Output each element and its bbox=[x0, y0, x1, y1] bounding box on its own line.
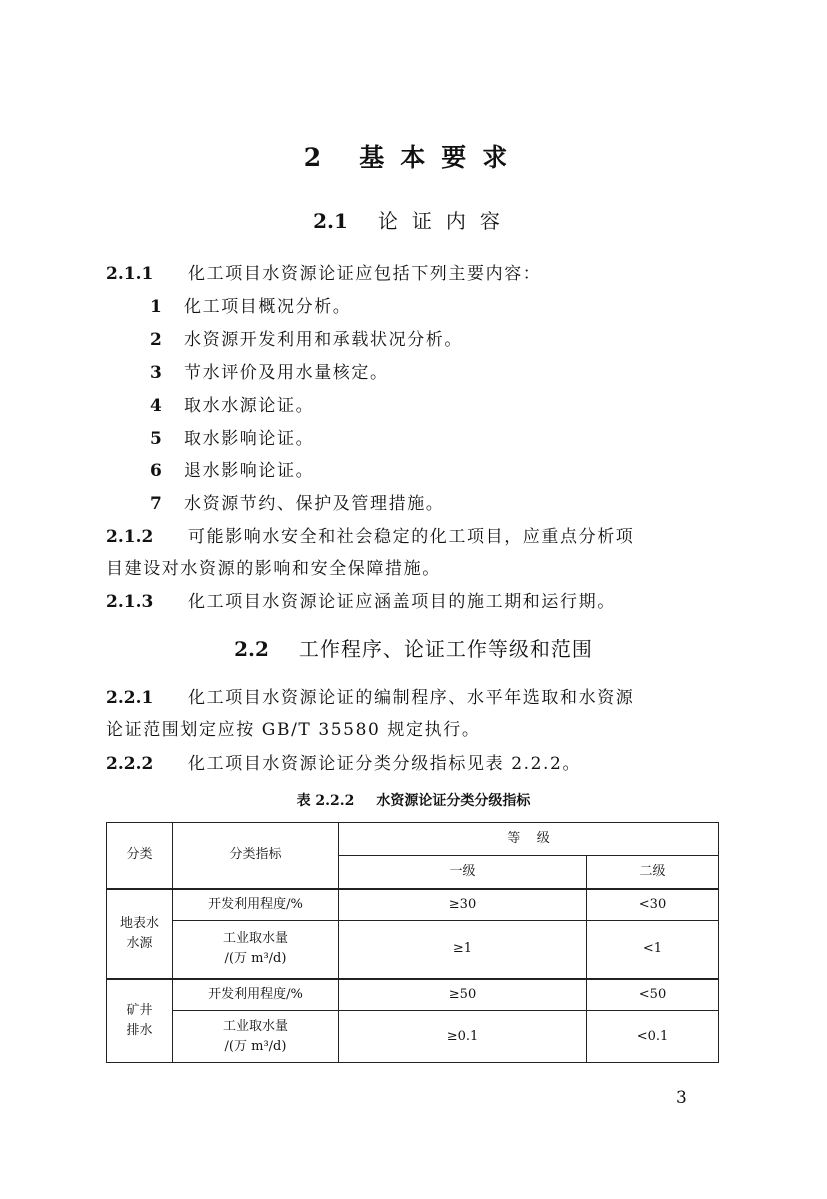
list-item bbox=[150, 489, 444, 514]
table-row bbox=[107, 889, 719, 921]
chapter-title: 基本要求 bbox=[359, 143, 524, 172]
header-grade: 等 级 bbox=[339, 823, 719, 856]
clause-2-2-1 bbox=[106, 683, 634, 708]
page-number: 3 bbox=[676, 1088, 687, 1108]
list-item bbox=[150, 358, 389, 383]
list-item-number: 5 bbox=[150, 429, 162, 449]
indicator-cell: 开发利用程度/% bbox=[173, 889, 339, 921]
clause-number: 2.1.3 bbox=[106, 592, 154, 612]
header-level-1: 一级 bbox=[339, 856, 587, 889]
list-item bbox=[150, 325, 463, 350]
table-caption-number: 表 2.2.2 bbox=[296, 793, 355, 809]
list-item-number: 2 bbox=[150, 330, 162, 350]
level-1-cell: ≥1 bbox=[339, 921, 587, 979]
level-1-cell: ≥50 bbox=[339, 979, 587, 1011]
indicator-cell bbox=[173, 921, 339, 979]
clause-text-line1: 化工项目水资源论证的编制程序、水平年选取和水资源 bbox=[188, 688, 635, 708]
clause-text-line2: 目建设对水资源的影响和安全保障措施。 bbox=[106, 559, 441, 579]
level-2-cell: <1 bbox=[587, 921, 719, 979]
header-indicator: 分类指标 bbox=[173, 823, 339, 889]
chapter-heading bbox=[0, 138, 827, 174]
category-line1: 矿井 bbox=[126, 1002, 153, 1018]
list-item-text: 水资源开发利用和承载状况分析。 bbox=[184, 330, 463, 350]
category-line2: 水源 bbox=[126, 935, 153, 951]
list-item bbox=[150, 391, 314, 416]
level-1-cell: ≥0.1 bbox=[339, 1011, 587, 1063]
chapter-number: 2 bbox=[303, 143, 322, 172]
table-header-row bbox=[107, 823, 719, 856]
indicator-line2: /(万 m³/d) bbox=[224, 1038, 287, 1054]
list-item-number: 6 bbox=[150, 461, 162, 481]
header-level-2: 二级 bbox=[587, 856, 719, 889]
clause-text-line1: 可能影响水安全和社会稳定的化工项目，应重点分析项 bbox=[188, 527, 635, 547]
table-row bbox=[107, 921, 719, 979]
list-item-text: 取水影响论证。 bbox=[184, 429, 315, 449]
clause-2-2-1-continued bbox=[106, 715, 480, 740]
table-row bbox=[107, 979, 719, 1011]
list-item-number: 1 bbox=[150, 297, 162, 317]
list-item-text: 节水评价及用水量核定。 bbox=[184, 363, 389, 383]
level-2-cell: <50 bbox=[587, 979, 719, 1011]
clause-2-1-2-continued bbox=[106, 554, 441, 579]
clause-number: 2.2.2 bbox=[106, 754, 154, 774]
list-item-number: 7 bbox=[150, 494, 162, 514]
category-line1: 地表水 bbox=[119, 915, 159, 931]
list-item bbox=[150, 292, 351, 317]
list-item-text: 水资源节约、保护及管理措施。 bbox=[184, 494, 445, 514]
list-item-text: 化工项目概况分析。 bbox=[184, 297, 352, 317]
classification-table bbox=[106, 822, 719, 1063]
list-item-number: 3 bbox=[150, 363, 162, 383]
category-line2: 排水 bbox=[126, 1022, 153, 1038]
indicator-cell bbox=[173, 1011, 339, 1063]
level-2-cell: <30 bbox=[587, 889, 719, 921]
list-item bbox=[150, 424, 314, 449]
level-1-cell: ≥30 bbox=[339, 889, 587, 921]
clause-2-1-3 bbox=[106, 587, 616, 612]
section-heading-2-2 bbox=[0, 633, 827, 662]
clause-text-line2: 论证范围划定应按 GB/T 35580 规定执行。 bbox=[106, 720, 481, 740]
level-2-cell: <0.1 bbox=[587, 1011, 719, 1063]
clause-number: 2.1.2 bbox=[106, 527, 154, 547]
list-item-text: 退水影响论证。 bbox=[184, 461, 315, 481]
category-cell bbox=[107, 979, 173, 1063]
indicator-line2: /(万 m³/d) bbox=[224, 951, 287, 967]
list-item-number: 4 bbox=[150, 396, 162, 416]
section-title: 论证内容 bbox=[377, 209, 514, 233]
clause-number: 2.1.1 bbox=[106, 264, 154, 284]
list-item-text: 取水水源论证。 bbox=[184, 396, 315, 416]
clause-text: 化工项目水资源论证分类分级指标见表 2.2.2。 bbox=[188, 754, 582, 774]
list-item bbox=[150, 456, 314, 481]
indicator-cell: 开发利用程度/% bbox=[173, 979, 339, 1011]
section-number: 2.2 bbox=[234, 637, 269, 661]
section-number: 2.1 bbox=[313, 209, 348, 233]
table-caption bbox=[0, 790, 827, 810]
clause-text: 化工项目水资源论证应涵盖项目的施工期和运行期。 bbox=[188, 592, 616, 612]
clause-2-1-2 bbox=[106, 522, 634, 547]
section-heading-2-1 bbox=[0, 205, 827, 234]
table-caption-title: 水资源论证分类分级指标 bbox=[376, 793, 531, 809]
indicator-line1: 工业取水量 bbox=[222, 931, 288, 947]
header-category: 分类 bbox=[107, 823, 173, 889]
section-title: 工作程序、论证工作等级和范围 bbox=[298, 637, 593, 661]
indicator-line1: 工业取水量 bbox=[222, 1018, 288, 1034]
clause-2-2-2 bbox=[106, 749, 581, 774]
clause-2-1-1 bbox=[106, 259, 541, 284]
category-cell bbox=[107, 889, 173, 979]
clause-number: 2.2.1 bbox=[106, 688, 154, 708]
clause-text: 化工项目水资源论证应包括下列主要内容： bbox=[188, 264, 542, 284]
table-row bbox=[107, 1011, 719, 1063]
